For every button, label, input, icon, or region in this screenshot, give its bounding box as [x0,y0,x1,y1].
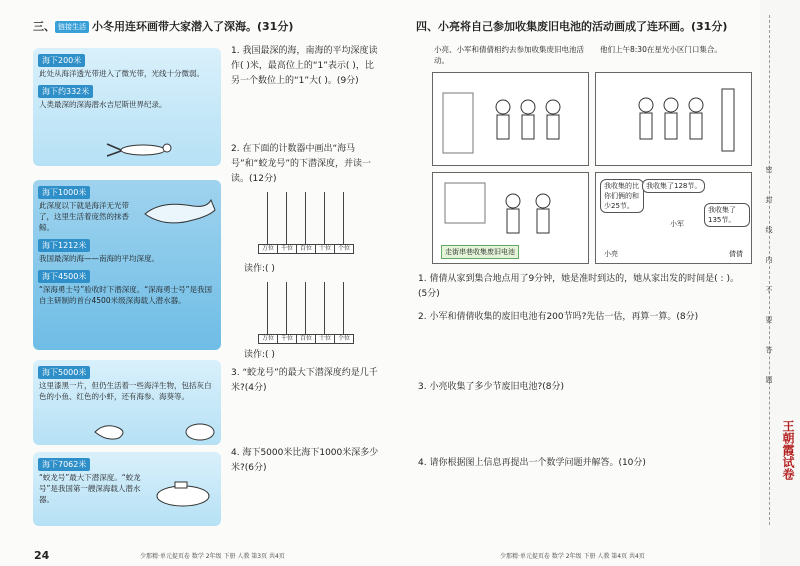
right-question-4: 4. 请你根据图上信息再提出一个数学问题并解答。(10分) [418,458,646,468]
right-page [400,0,760,566]
place-label: 万位 [259,335,278,343]
comic-panel-3 [432,172,589,264]
label-xiaojun: 小军 [670,220,684,228]
seal-char: 封 [765,196,773,204]
place-label: 千位 [278,245,297,253]
left-question-3: 3. “蛟龙号”的最大下潜深度约是几千米?(4分) [231,368,378,393]
place-label: 个位 [337,245,350,252]
label-qianqian: 倩倩 [729,250,743,258]
right-footer: 少那精·单元提页卷 数学 2年级 下册 人教 第4页 共4页 [500,553,645,560]
pic2-caption: 他们上午8:30在星光小区门口集合。 [600,45,722,54]
section-four-title: 四、小亮将自己参加收集废旧电池的活动画成了连环画。(31分) [416,20,728,33]
comic-panel-1 [432,72,589,166]
speech-bubble-xiaoliang: 我收集的比你们俩的和少25节。 [600,179,644,213]
story-card-4 [33,452,221,526]
place-label: 千位 [278,335,297,343]
abacus-counter-1[interactable] [258,192,354,254]
page-number: 24 [34,549,50,562]
left-footer: 少那精·单元提页卷 数学 2年级 下册 人教 第3页 共4页 [140,553,285,560]
label-xiaoliang: 小亮 [604,250,618,258]
seal-char: 题 [765,376,773,384]
activity-sign: 走街串巷收集废旧电池 [441,245,519,259]
read-as-1[interactable]: 读作:( ) [244,264,275,274]
whale-illustration [141,196,217,230]
speech-bubble-qianqian: 我收集了135节。 [704,203,750,227]
seal-char: 要 [765,316,773,324]
right-question-1: 1. 倩倩从家到集合地点用了9分钟，她是准时到达的，她从家出发的时间是( : )。(5分) [418,274,739,299]
sea-anemone-illustration [183,418,217,442]
read-as-2[interactable]: 读作:( ) [244,350,275,360]
seal-char: 答 [765,346,773,354]
card-depth-label: 海下约332米 [38,85,93,98]
place-label: 百位 [297,335,316,343]
submarine-illustration [153,478,219,512]
abacus-rod [324,192,325,244]
seal-char: 密 [765,166,773,174]
card-text: 此处从海洋透光带进入了微光带，光线十分微弱。 [39,69,204,78]
abacus-rod [324,282,325,334]
comic-panel-4 [595,172,752,264]
pic1-caption: 小亮、小军和倩倩相约去参加收集废旧电池活动。 [434,45,584,65]
abacus-rod [267,192,268,244]
diver-illustration [103,136,183,164]
shrimp-illustration [93,422,129,442]
abacus-rod [286,192,287,244]
place-label: 十位 [316,335,335,343]
abacus-rod [343,192,344,244]
story-card-1 [33,48,221,166]
left-question-4: 4. 海下5000米比海下1000米深多少米?(6分) [231,448,379,473]
card-text: “蛟龙号”最大下潜深度。“蛟龙号”是我国第一艘深海载人潜水器。 [39,473,141,504]
place-label: 万位 [259,245,278,253]
section-tag: 链接生活 [55,21,89,33]
seal-char: 不 [765,286,773,294]
abacus-rod [305,192,306,244]
abacus-rod [286,282,287,334]
card-text: 我国最深的海——南海的平均深度。 [39,254,159,263]
abacus-rod [343,282,344,334]
left-question-1: 1. 我国最深的海，南海的平均深度读作( )米，最高位上的“1”表示( )，比另一个数位上的“1”大( )。(9分) [231,46,378,86]
abacus-rod [267,282,268,334]
seal-char: 内 [765,256,773,264]
right-question-3: 3. 小亮收集了多少节废旧电池?(8分) [418,382,564,392]
card-depth-label: 海下5000米 [38,366,90,379]
card-text: 此深度以下就是海洋无光带了，这里生活着庞然的抹香鲸。 [39,201,129,232]
place-label: 个位 [337,335,350,342]
place-label: 十位 [316,245,335,253]
section-three-title: 三、 链接生活 小冬用连环画带大家潜入了深海。(31分) [33,20,294,33]
card-text: 这里漆黑一片，但仍生活着一些海洋生物，包括灰白色的小鱼、红色的小虾，还有海参、海葵等。 [39,381,212,401]
card-text: 人类最深的深海潜水吉尼斯世界纪录。 [39,100,167,109]
seal-char: 线 [765,226,773,234]
card-depth-label: 海下7062米 [38,458,90,471]
children-walking-illustration [433,73,588,165]
card-depth-label: 海下1212米 [38,239,90,252]
speech-bubble-xiaojun: 我收集了128节。 [642,179,705,193]
brand-logo: 王朝霞试卷 [781,420,795,480]
abacus-base [258,334,354,344]
seal-dashed-line [769,15,770,525]
story-card-2 [33,180,221,350]
card-text: “深海勇士号”验收时下潜深度。“深海勇士号”是我国自主研制的首台4500米级深海载人潜水器。 [39,285,213,305]
abacus-base [258,244,354,254]
story-card-3 [33,360,221,445]
meeting-gate-illustration [596,73,751,165]
right-question-2: 2. 小军和倩倩收集的废旧电池有200节吗?先估一估，再算一算。(8分) [418,312,699,322]
place-label: 百位 [297,245,316,253]
comic-panel-2 [595,72,752,166]
card-depth-label: 海下200米 [38,54,85,67]
card-depth-label: 海下4500米 [38,270,90,283]
abacus-counter-2[interactable] [258,282,354,344]
left-question-2: 2. 在下面的计数器中画出“海马号”和“蛟龙号”的下潜深度，并读一读。(12分) [231,144,371,184]
abacus-rod [305,282,306,334]
card-depth-label: 海下1000米 [38,186,90,199]
